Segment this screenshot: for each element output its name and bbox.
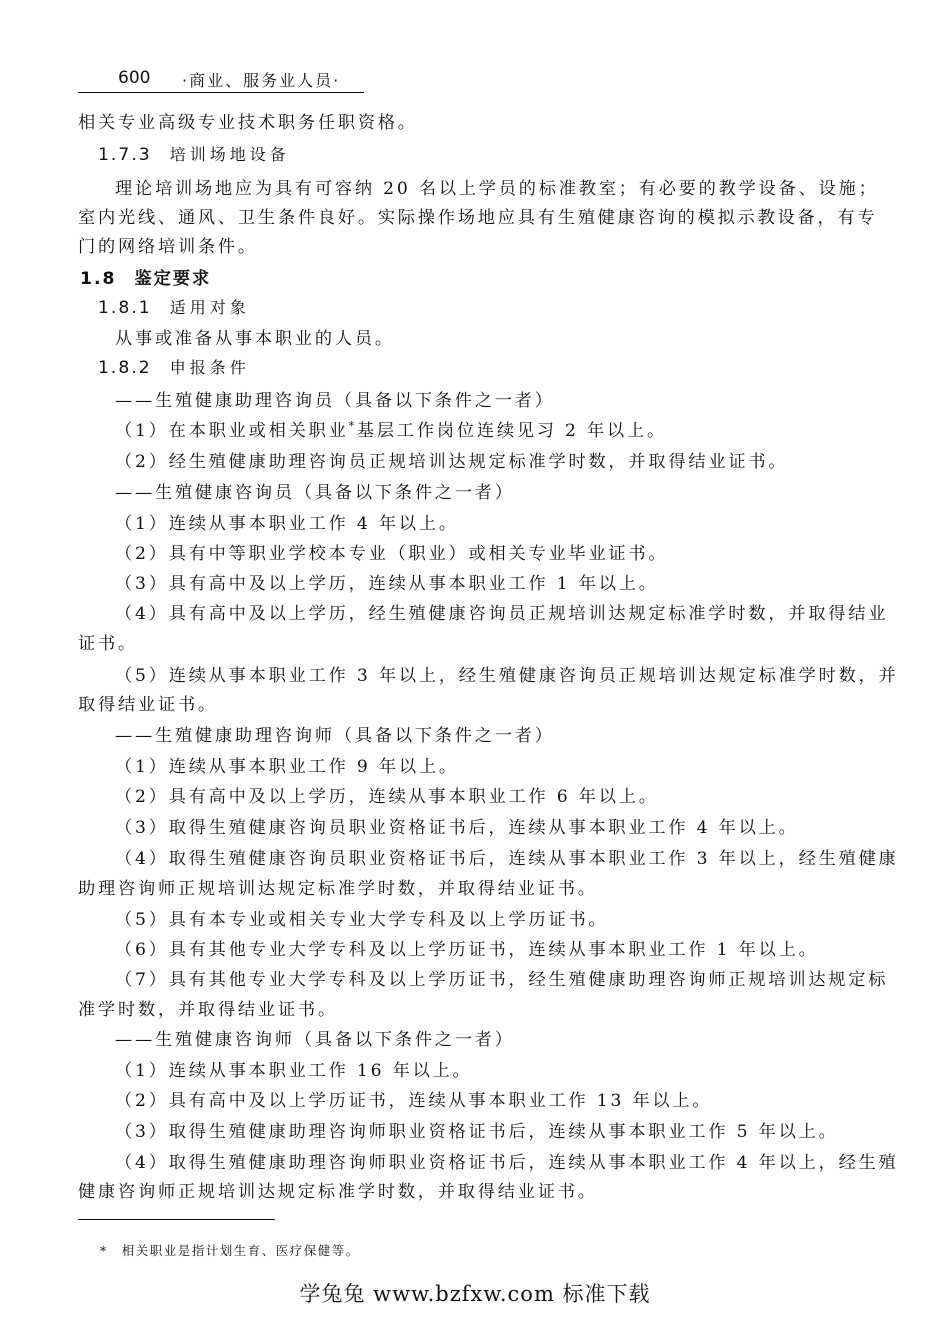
section-heading-1-7-3 (98, 142, 290, 165)
text-line: （3）取得生殖健康咨询员职业资格证书后，连续从事本职业工作 4 年以上。 (115, 818, 799, 838)
text-line: （1）连续从事本职业工作 9 年以上。 (115, 757, 459, 777)
text-line: 准学时数，并取得结业证书。 (78, 1000, 338, 1020)
running-header (78, 64, 364, 93)
section-title: 申报条件 (169, 358, 250, 377)
text-line: （6）具有其他专业大学专科及以上学历证书，连续从事本职业工作 1 年以上。 (115, 940, 819, 960)
footnote-text: 相关职业是指计划生育、医疗保健等。 (121, 1243, 360, 1258)
text-line: ——生殖健康咨询员（具备以下条件之一者） (115, 483, 515, 503)
text-line: （2）经生殖健康助理咨询员正规培训达规定标准学时数，并取得结业证书。 (115, 452, 789, 472)
text-line: （2）具有高中及以上学历，连续从事本职业工作 6 年以上。 (115, 787, 659, 807)
running-title: ·商业、服务业人员· (182, 71, 341, 90)
text-line: （2）具有高中及以上学历证书，连续从事本职业工作 13 年以上。 (115, 1091, 713, 1111)
text-line: 从事或准备从事本职业的人员。 (115, 329, 395, 349)
text-line: （7）具有其他专业大学专科及以上学历证书，经生殖健康助理咨询师正规培训达规定标 (115, 970, 889, 990)
text-line: 助理咨询师正规培训达规定标准学时数，并取得结业证书。 (78, 879, 598, 899)
text-line: （3）取得生殖健康助理咨询师职业资格证书后，连续从事本职业工作 5 年以上。 (115, 1122, 839, 1142)
text-line: ——生殖健康咨询师（具备以下条件之一者） (115, 1030, 515, 1050)
footnote-marker: * (100, 1243, 108, 1258)
text-line: （1）连续从事本职业工作 4 年以上。 (115, 514, 459, 534)
section-number: 1.8 (80, 269, 117, 289)
page-number: 600 (118, 68, 151, 88)
section-title: 适用对象 (169, 298, 250, 317)
text-line: （1）连续从事本职业工作 16 年以上。 (115, 1061, 473, 1081)
section-number: 1.8.2 (98, 358, 152, 378)
text-fragment: 基层工作岗位连续见习 2 年以上。 (356, 421, 668, 441)
watermark: 学兔兔 www.bzfxw.com 标准下载 (299, 1282, 651, 1306)
text-line: 室内光线、通风、卫生条件良好。实际操作场地应具有生殖健康咨询的模拟示教设备，有专 (78, 208, 878, 228)
footnote-reference: * (348, 419, 357, 433)
text-line: （5）具有本专业或相关专业大学专科及以上学历证书。 (115, 910, 609, 930)
footnote (100, 1241, 360, 1259)
section-number: 1.8.1 (98, 298, 152, 318)
text-line: （4）具有高中及以上学历，经生殖健康咨询员正规培训达规定标准学时数，并取得结业 (115, 604, 889, 624)
text-line: （4）取得生殖健康助理咨询师职业资格证书后，连续从事本职业工作 4 年以上，经生殖 (115, 1153, 899, 1173)
section-heading-1-8 (80, 264, 211, 289)
text-line: 门的网络培训条件。 (78, 237, 258, 257)
text-fragment: （1）在本职业或相关职业 (115, 421, 349, 441)
text-line: ——生殖健康助理咨询员（具备以下条件之一者） (115, 391, 555, 411)
text-line: （3）具有高中及以上学历，连续从事本职业工作 1 年以上。 (115, 574, 659, 594)
text-line: 证书。 (78, 634, 138, 654)
section-heading-1-8-1 (98, 295, 250, 318)
section-number: 1.7.3 (98, 145, 152, 165)
text-line: 理论培训场地应为具有可容纳 20 名以上学员的标准教室；有必要的教学设备、设施； (115, 179, 879, 199)
text-line: （2）具有中等职业学校本专业（职业）或相关专业毕业证书。 (115, 544, 669, 564)
section-title: 培训场地设备 (169, 145, 290, 164)
text-line: 健康咨询师正规培训达规定标准学时数，并取得结业证书。 (78, 1182, 598, 1202)
section-title: 鉴定要求 (134, 269, 212, 289)
text-line: 相关专业高级专业技术职务任职资格。 (78, 113, 418, 133)
text-line: （4）取得生殖健康咨询员职业资格证书后，连续从事本职业工作 3 年以上，经生殖健康 (115, 849, 899, 869)
text-line: ——生殖健康助理咨询师（具备以下条件之一者） (115, 726, 555, 746)
section-heading-1-8-2 (98, 355, 250, 378)
text-line (115, 416, 667, 441)
text-line: （5）连续从事本职业工作 3 年以上，经生殖健康咨询员正规培训达规定标准学时数，并 (115, 666, 899, 686)
text-line: 取得结业证书。 (78, 695, 218, 715)
footnote-divider (78, 1219, 275, 1220)
